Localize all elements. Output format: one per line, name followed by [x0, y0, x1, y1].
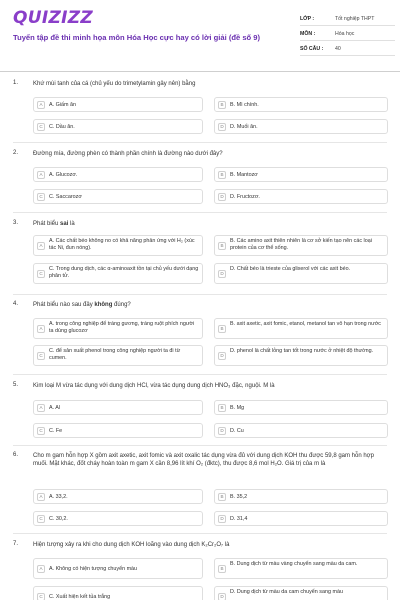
option-letter: A — [37, 325, 45, 333]
option-text: D. Fructozơ. — [230, 194, 260, 200]
option-text: A. Al — [49, 405, 61, 411]
option-text: A. 33,2. — [49, 494, 68, 500]
option-b[interactable] — [214, 400, 388, 415]
meta-value: Tốt nghiệp THPT — [335, 16, 375, 22]
meta-key: SỐ CÂU : — [300, 46, 324, 52]
meta-key: MÔN : — [300, 31, 316, 37]
option-c[interactable] — [33, 119, 203, 134]
meta-value: Hóa học — [335, 31, 355, 37]
option-text: D. 31,4 — [230, 516, 248, 522]
question-divider — [13, 294, 387, 295]
option-c[interactable] — [33, 345, 203, 366]
option-b[interactable] — [214, 167, 388, 182]
option-letter: C — [37, 123, 45, 131]
meta-divider — [300, 25, 395, 26]
option-letter: B — [218, 404, 226, 412]
meta-value: 40 — [335, 46, 341, 52]
option-text: B. Mì chính. — [230, 102, 259, 108]
option-letter: A — [37, 101, 45, 109]
meta-divider — [300, 55, 395, 56]
option-text: B. 35,2 — [230, 494, 248, 500]
question-text-pre: Phát biểu — [33, 221, 61, 227]
option-text: C. Fe — [49, 428, 63, 434]
question-text: Đường mía, đường phèn có thành phần chính là đường nào dưới đây? — [33, 151, 223, 157]
option-d[interactable] — [214, 189, 388, 204]
option-letter: D — [218, 427, 226, 435]
option-letter: B — [218, 565, 226, 573]
option-d[interactable] — [214, 263, 388, 284]
option-letter: C — [37, 515, 45, 523]
option-a[interactable] — [33, 558, 203, 579]
option-letter: B — [218, 325, 226, 333]
option-letter: D — [218, 593, 226, 600]
question-text: Khứ mùi tanh của cá (chủ yếu do trimetylamin gây nên) bằng — [33, 81, 196, 87]
question-text: Kim loại M vừa tác dụng với dung dịch HCl, vừa tác dụng dung dịch HNO₃ đặc, nguội. M là — [33, 383, 275, 389]
question-text-post: là — [68, 221, 75, 227]
option-letter: C — [37, 193, 45, 201]
option-letter: B — [218, 493, 226, 501]
question-text-post: đúng? — [112, 302, 131, 308]
question-number: 6. — [13, 452, 19, 458]
option-letter: A — [37, 493, 45, 501]
option-letter: B — [218, 242, 226, 250]
quizizz-logo: QUIZIZZ — [13, 8, 93, 28]
question-divider — [13, 533, 387, 534]
question-number: 2. — [13, 150, 19, 156]
option-text: D. Dung dịch từ màu da cam chuyển sang màu — [230, 589, 343, 595]
option-text: D. Muối ăn. — [230, 124, 258, 130]
question-divider — [13, 445, 387, 446]
option-letter: C — [37, 593, 45, 600]
worksheet-title: Tuyển tập đề thi minh họa môn Hóa Học cực hay có lời giải (đề số 9) — [13, 33, 261, 42]
option-b[interactable] — [214, 489, 388, 504]
option-c[interactable] — [33, 189, 203, 204]
option-d[interactable] — [214, 511, 388, 526]
option-letter: A — [37, 242, 45, 250]
worksheet-header — [0, 0, 400, 72]
question-text-pre: Phát biểu nào sau đây — [33, 302, 95, 308]
option-b[interactable] — [214, 97, 388, 112]
option-a[interactable] — [33, 400, 203, 415]
option-text: A. Các chất béo không no có khả năng phản ứng với H₂ (xúc tác Ni, đun nóng). — [49, 238, 195, 251]
option-text: C. Trong dung dịch, các α-aminoaxit tồn tại chủ yếu dưới dạng phân tử. — [49, 266, 199, 279]
meta-divider — [300, 40, 395, 41]
option-text: B. Mantozơ — [230, 172, 258, 178]
option-letter: D — [218, 193, 226, 201]
option-text: C. Saccarozơ — [49, 194, 82, 200]
meta-key: LỚP : — [300, 16, 315, 22]
question-text-emphasis: sai — [60, 221, 69, 227]
option-text: B. Dung dịch từ màu vàng chuyển sang màu da cam. — [230, 561, 358, 567]
question-number: 7. — [13, 541, 19, 547]
option-letter: C — [37, 352, 45, 360]
question-number: 3. — [13, 220, 19, 226]
option-letter: A — [37, 171, 45, 179]
option-letter: D — [218, 515, 226, 523]
question-text-emphasis: không — [94, 302, 113, 308]
option-text: B. Mg — [230, 405, 245, 411]
question-number: 1. — [13, 80, 19, 86]
option-letter: C — [37, 270, 45, 278]
option-text: B. axit axetic, axit fomic, etanol, metanol tan vô hạn trong nước — [230, 321, 381, 327]
option-text: A. Giấm ăn — [49, 102, 76, 108]
option-b[interactable] — [214, 558, 388, 579]
question-divider — [13, 374, 387, 375]
question-divider — [13, 212, 387, 213]
question-text: Cho m gam hỗn hợp X gồm axit axetic, axit fomic và axit oxalic tác dụng vừa đủ với dung dịch KOH thu được 59,8 gam hỗn hợp muối. Mặt khác, đốt cháy hoàn toàn m gam X cần 8,96 lít khí O₂ (đktc), thu được 8,6 mol H₂O. Giá trị của m là — [33, 453, 374, 467]
option-d[interactable] — [214, 586, 388, 600]
option-letter: A — [37, 565, 45, 573]
option-text: A. Glucozơ. — [49, 172, 78, 178]
option-letter: D — [218, 352, 226, 360]
option-a[interactable] — [33, 489, 203, 504]
option-a[interactable] — [33, 97, 203, 112]
option-text: C. để sản xuất phenol trong công nghiệp người ta đi từ cumen. — [49, 348, 181, 361]
option-d[interactable] — [214, 345, 388, 366]
option-text: C. Dầu ăn. — [49, 124, 75, 130]
option-d[interactable] — [214, 423, 388, 438]
question-text: Hiện tượng xảy ra khi cho dung dịch KOH loãng vào dung dịch K₂Cr₂O₇ là — [33, 542, 230, 548]
option-c[interactable] — [33, 586, 203, 600]
question-divider — [13, 142, 387, 143]
question-number: 5. — [13, 382, 19, 388]
option-c[interactable] — [33, 423, 203, 438]
option-text: C. 30,2. — [49, 516, 68, 522]
option-text: D. Chất béo là trieste của glixerol với các axit béo. — [230, 266, 351, 272]
option-letter: A — [37, 404, 45, 412]
option-letter: B — [218, 171, 226, 179]
option-d[interactable] — [214, 119, 388, 134]
option-text: B. Các amino axit thiên nhiên là cơ sở kiến tạo nên các loại protein của cơ thể sống. — [230, 238, 372, 251]
option-text: A. trong công nghiệp để tráng gương, tráng ruột phích người ta dùng glucozơ — [49, 321, 195, 334]
question-text — [33, 220, 388, 228]
option-text: C. Xuất hiện kết tủa trắng — [49, 594, 111, 600]
option-a[interactable] — [33, 235, 203, 256]
option-text: A. Không có hiện tượng chuyển màu — [49, 566, 138, 572]
option-letter: D — [218, 270, 226, 278]
option-a[interactable] — [33, 167, 203, 182]
option-letter: B — [218, 101, 226, 109]
option-b[interactable] — [214, 318, 388, 339]
option-c[interactable] — [33, 511, 203, 526]
question-number: 4. — [13, 301, 19, 307]
option-letter: D — [218, 123, 226, 131]
option-a[interactable] — [33, 318, 203, 339]
option-letter: C — [37, 427, 45, 435]
option-c[interactable] — [33, 263, 203, 284]
option-b[interactable] — [214, 235, 388, 256]
option-text: D. phenol là chất lỏng tan tốt trong nước ở nhiệt độ thường. — [230, 348, 374, 354]
option-text: D. Cu — [230, 428, 244, 434]
question-text — [33, 301, 388, 309]
